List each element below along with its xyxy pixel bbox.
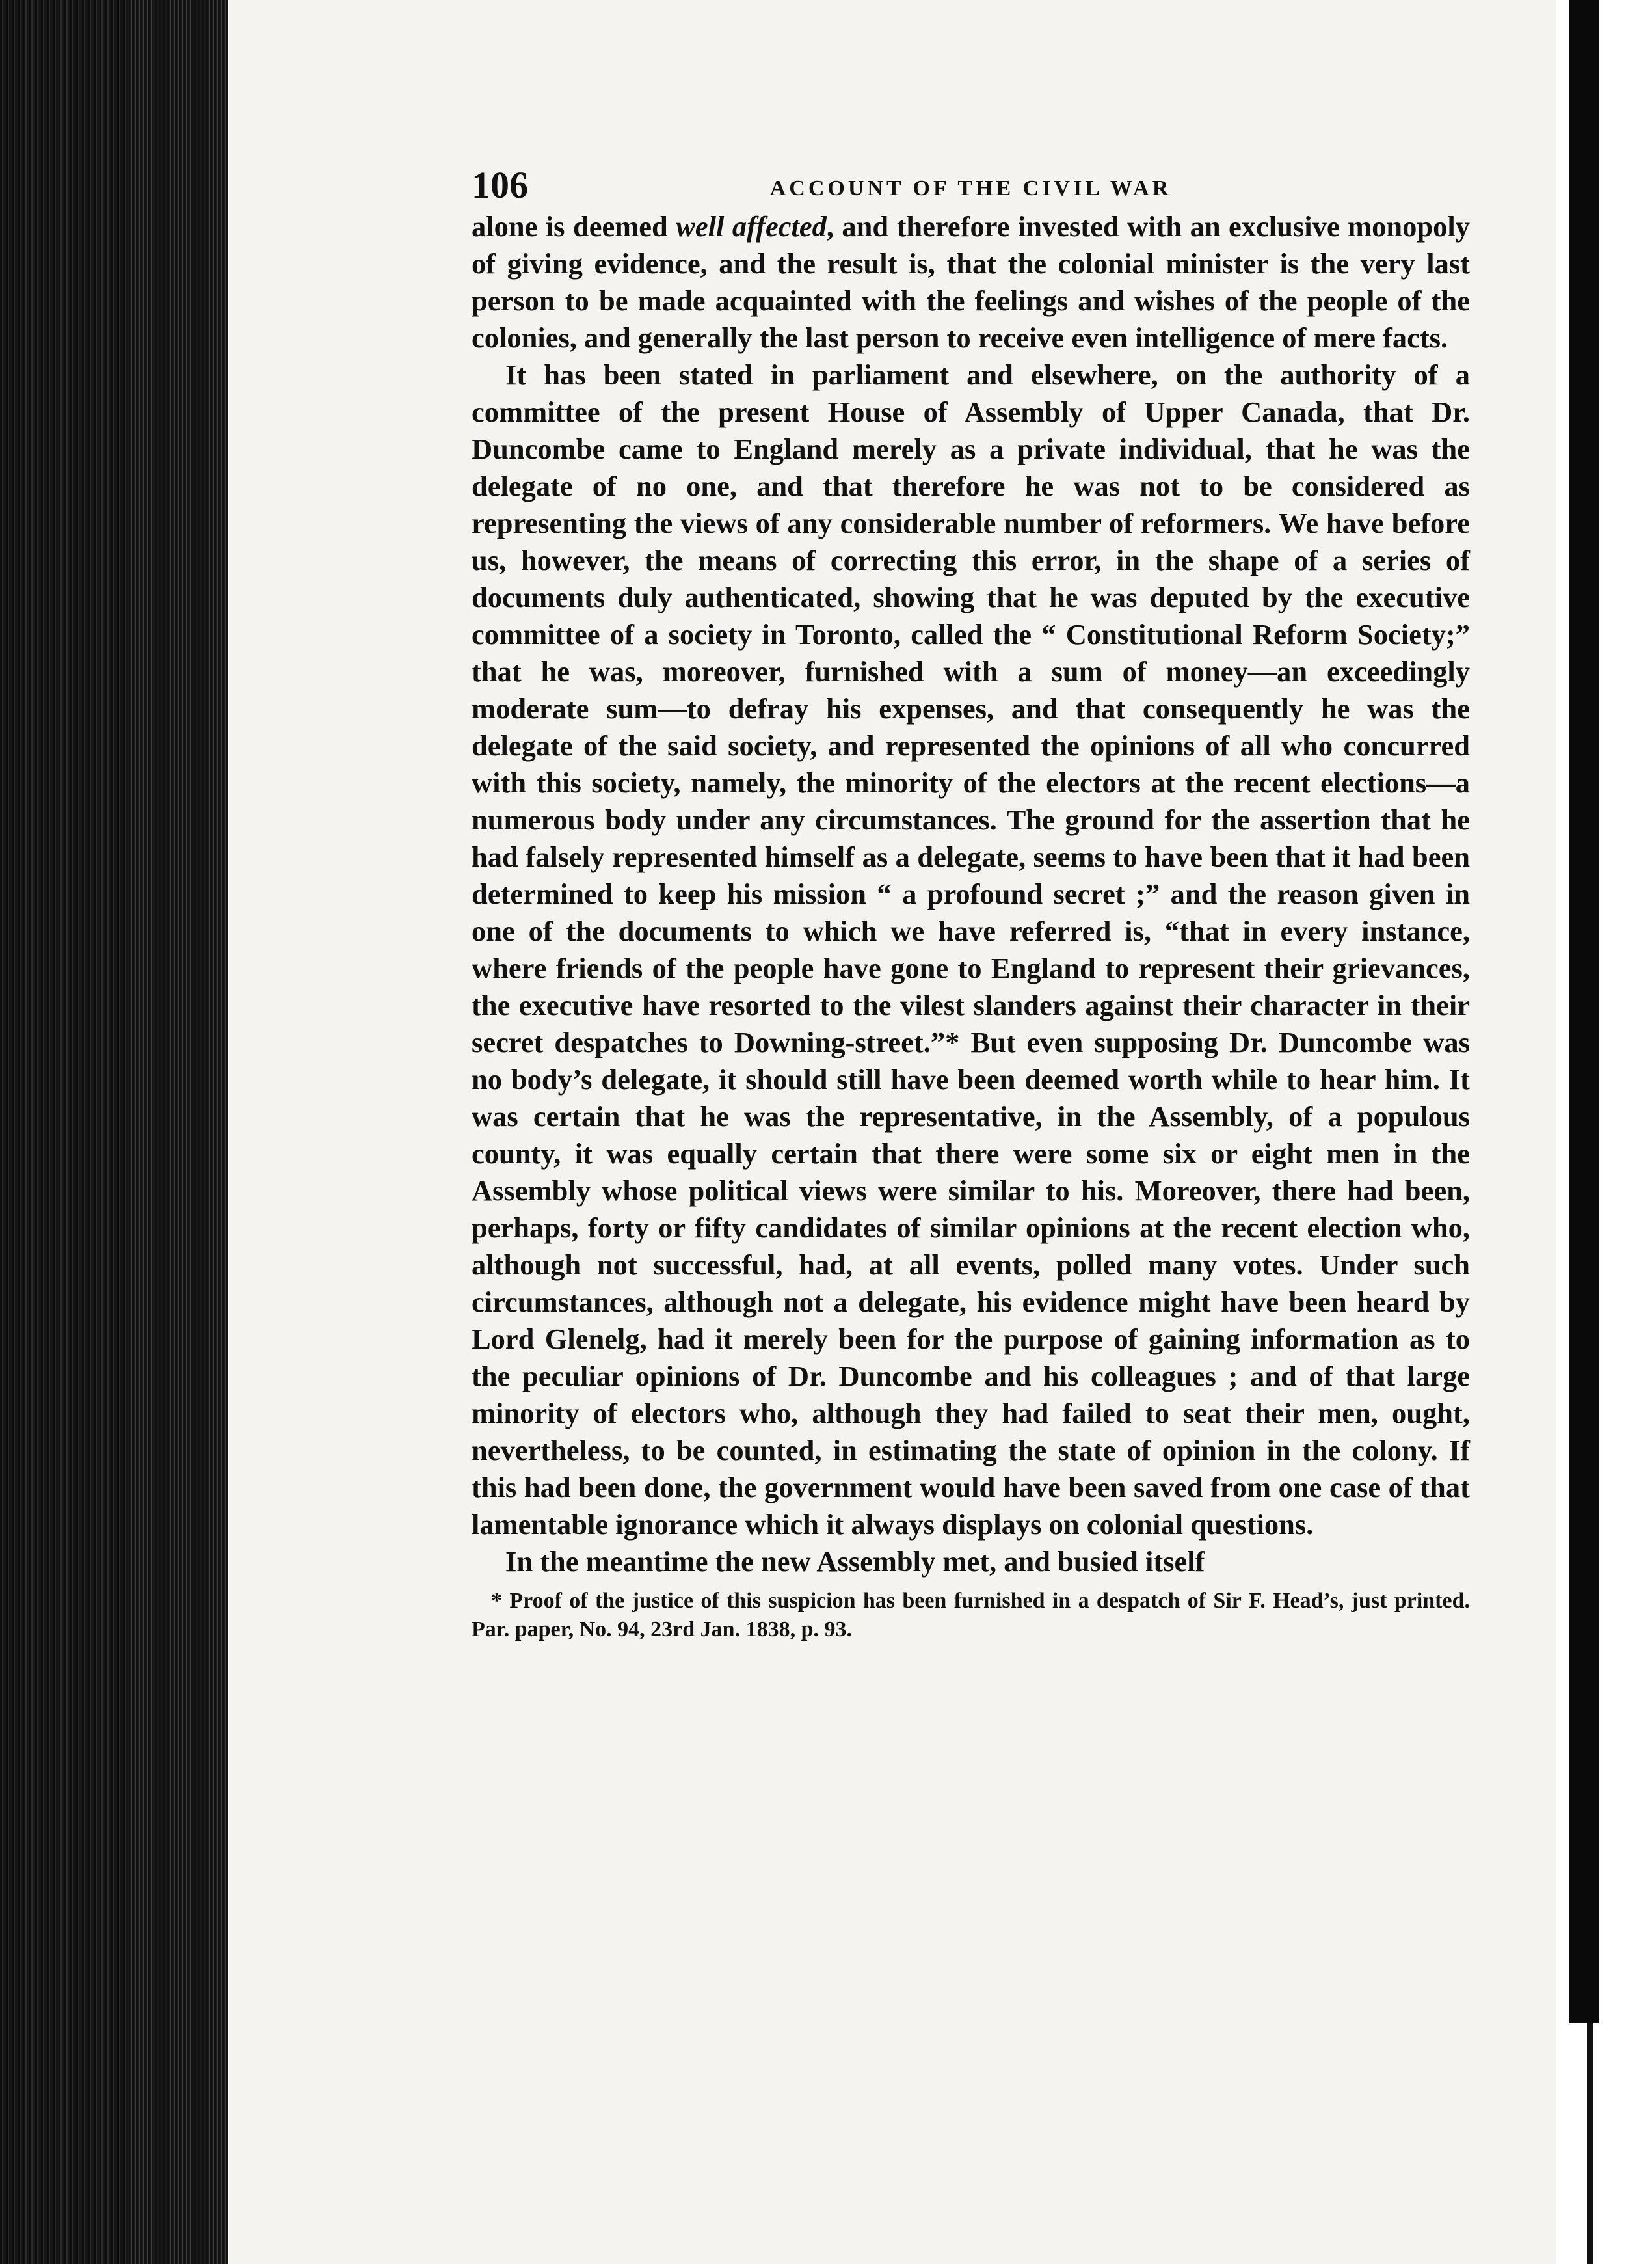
facing-page-border bbox=[1569, 0, 1599, 2023]
body-paragraph-2: It has been stated in parliament and elsewhere, on the authority of a committee of the present House of Assembly of Upper Canada, that Dr. Duncombe came to England merely as a private individual, that he was the delegate of no one, and that therefore he was not to be considered as representing the views of any considerable number of reformers. We have before us, however, the means of correcting this error, in the shape of a series of documents duly authenticated, showing that he was deputed by the executive committee of a society in Toronto, called the “ Constitutional Reform Society;” that he was, moreover, furnished with a sum of money—an exceedingly moderate sum—to defray his expenses, and that consequently he was the delegate of the said society, and represented the opinions of all who concurred with this society, namely, the minority of the electors at the recent elections—a numerous body under any circumstances. The ground for the assertion that he had falsely represented himself as a delegate, seems to have been that it had been determined to keep his mission “ a profound secret ;” and the reason given in one of the documents to which we have referred is, “that in every instance, where friends of the people have gone to England to represent their grievances, the executive have resorted to the vilest slanders against their character in their secret despatches to Downing-street.”* But even supposing Dr. Duncombe was no body’s delegate, it should still have been deemed worth while to hear him. It was certain that he was the representative, in the Assembly, of a populous county, it was equally certain that there were some six or eight men in the Assembly whose political views were similar to his. Moreover, there had been, perhaps, forty or fifty candidates of similar opinions at the recent election who, although not successful, had, at all events, polled many votes. Under such circumstances, although not a delegate, his evidence might have been heard by Lord Glenelg, had it merely been for the purpose of gaining information as to the peculiar opinions of Dr. Duncombe and his colleagues ; and of that large minority of electors who, although they had failed to seat their men, ought, nevertheless, to be counted, in estimating the state of opinion in the colony. If this had been done, the government would have been saved from one case of that lamentable ignorance which it always displays on colonial questions. bbox=[472, 358, 1470, 1541]
running-title: ACCOUNT OF THE CIVIL WAR bbox=[769, 176, 1172, 200]
page-number: 106 bbox=[472, 164, 528, 206]
body-paragraph-3: In the meantime the new Assembly met, and busied itself bbox=[505, 1545, 1205, 1578]
page-text-block bbox=[472, 163, 1470, 1666]
running-head bbox=[472, 163, 1470, 208]
page-stack-edge bbox=[130, 0, 228, 2264]
paragraph-1-rest: , and therefore invested with an exclusive monopoly of giving evidence, and the result is, that the colonial minister is the very last person to be made acquainted with the feelings and wishes of the people of the colonies, and generally the last person to receive even intelligence of mere facts. bbox=[472, 210, 1470, 354]
body-paragraph-1 bbox=[472, 208, 1470, 357]
paragraph-1-lead: alone is deemed bbox=[472, 210, 676, 243]
footnote: * Proof of the justice of this suspicion has been furnished in a despatch of Sir F. Head’s, just printed. Par. paper, No. 94, 23rd Jan. 1838, p. 93. bbox=[472, 1589, 1470, 1641]
facing-page-border-lower bbox=[1587, 2023, 1593, 2264]
paragraph-1-emphasis: well affected bbox=[676, 210, 827, 243]
